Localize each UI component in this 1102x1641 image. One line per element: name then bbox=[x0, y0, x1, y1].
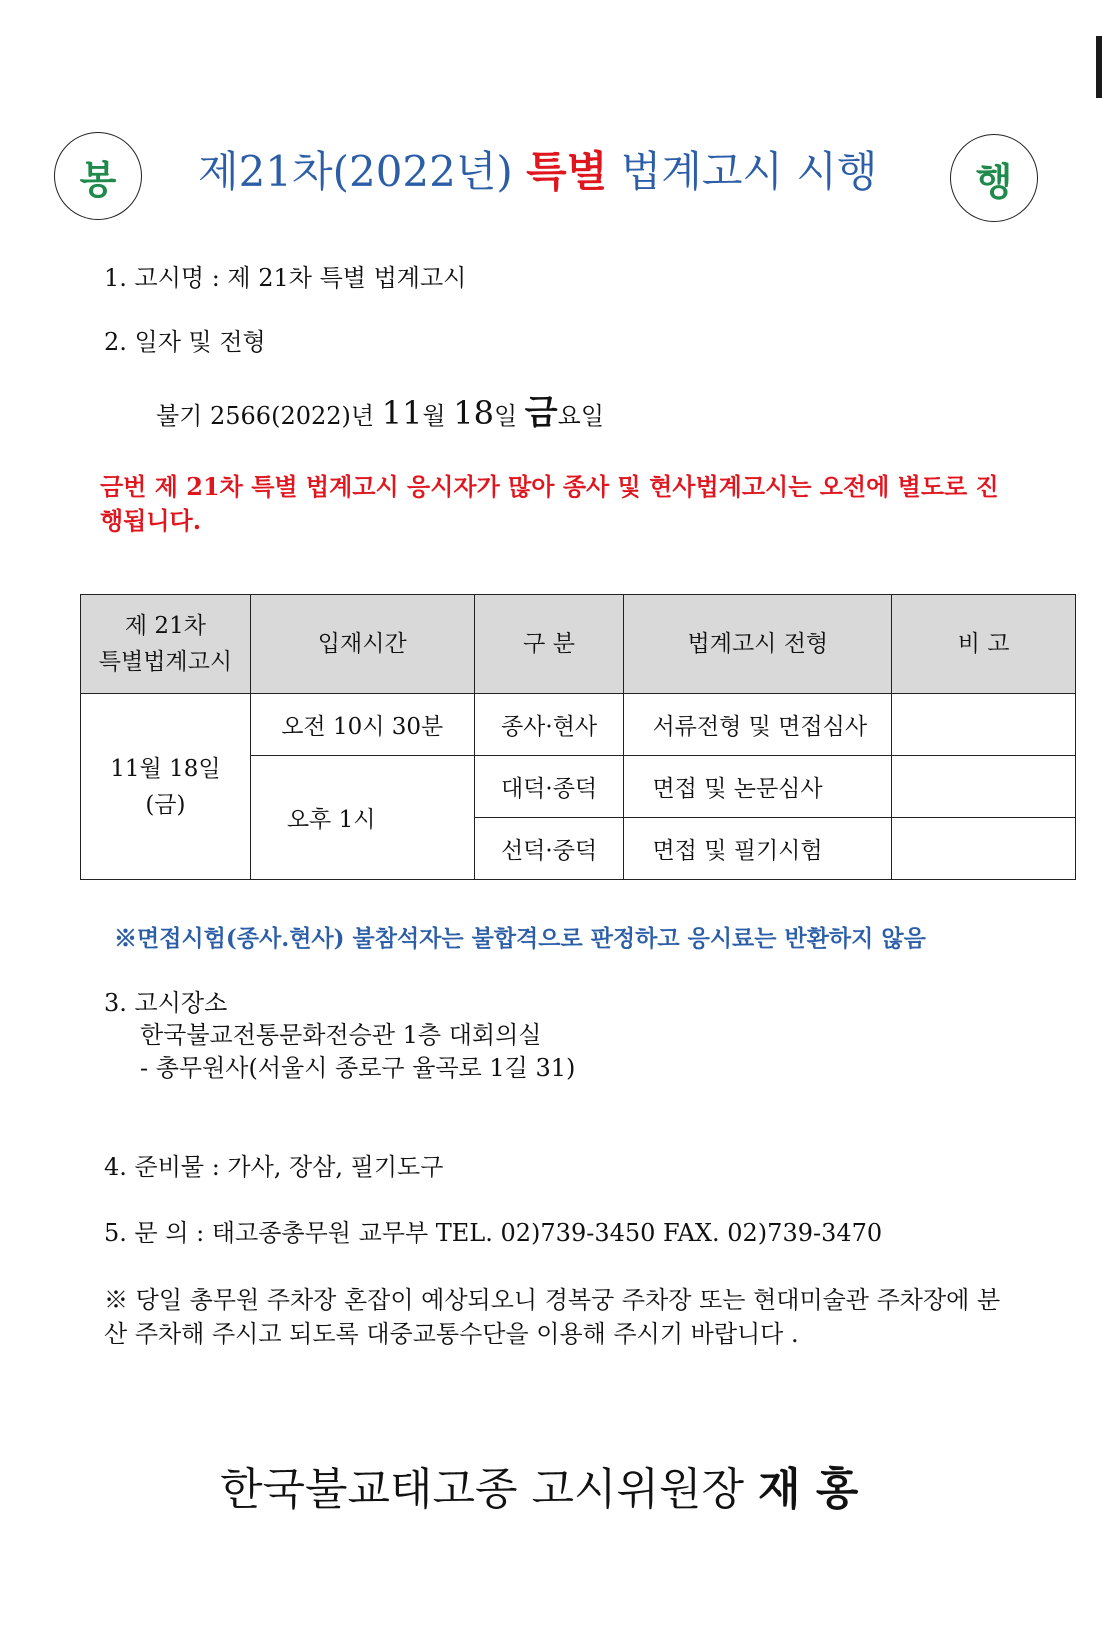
signature bbox=[220, 1462, 858, 1518]
header-cell-category: 구 분 bbox=[474, 595, 624, 694]
place-heading: 3. 고시장소 bbox=[104, 989, 228, 1017]
page-edge-mark bbox=[1096, 36, 1102, 98]
parking-warning: ※ 당일 총무원 주차장 혼잡이 예상되오니 경복궁 주차장 또는 현대미술관 주차장에 분산 주차해 주시고 되도록 대중교통수단을 이용해 주시기 바랍니다 . bbox=[104, 1286, 1001, 1348]
time-cell: 오후 1시 bbox=[250, 756, 474, 880]
notice-red: 금번 제 21차 특별 법계고시 응시자가 많아 종사 및 현사법계고시는 오전에 별도로 진행됩니다. bbox=[100, 472, 999, 535]
table-row bbox=[81, 694, 1076, 756]
header-exam-line1: 제 21차 bbox=[124, 613, 206, 639]
place-line2: - 총무원사(서울시 종로구 율곡로 1길 31) bbox=[140, 1054, 576, 1082]
schedule-table bbox=[80, 594, 1076, 880]
signature-org: 한국불교태고종 고시위원장 bbox=[220, 1464, 759, 1515]
date-cell bbox=[81, 694, 251, 880]
date-cell-line2: (금) bbox=[145, 791, 186, 818]
note-cell bbox=[892, 818, 1076, 880]
date-weekday-suffix: 요일 bbox=[557, 402, 605, 430]
place-line1: 한국불교전통문화전승관 1층 대회의실 bbox=[140, 1021, 542, 1049]
exam-cell: 면접 및 논문심사 bbox=[624, 756, 892, 818]
category-cell: 대덕·종덕 bbox=[474, 756, 624, 818]
item-date-value bbox=[156, 393, 605, 433]
circle-haeng bbox=[950, 134, 1038, 222]
circle-haeng-text: 행 bbox=[975, 158, 1013, 204]
category-cell: 종사·현사 bbox=[474, 694, 624, 756]
note-cell bbox=[892, 694, 1076, 756]
circle-bong-text: 봉 bbox=[79, 156, 117, 202]
header-cell-time: 입재시간 bbox=[250, 595, 474, 694]
header-exam-line2: 특별법계고시 bbox=[98, 649, 233, 675]
contact-info: 5. 문 의 : 태고종총무원 교무부 TEL. 02)739-3450 FAX. 02)739-3470 bbox=[104, 1219, 883, 1247]
exam-cell: 면접 및 필기시험 bbox=[624, 818, 892, 880]
date-cell-line1: 11월 18일 bbox=[110, 755, 221, 782]
header-cell-exam bbox=[81, 595, 251, 694]
header-cell-format: 법계고시 전형 bbox=[624, 595, 892, 694]
date-month-unit: 월 bbox=[422, 402, 454, 430]
signature-name: 재 홍 bbox=[758, 1464, 859, 1515]
footnote-interview: ※면접시험(종사.현사) 불참석자는 불합격으로 판정하고 응시료는 반환하지 않음 bbox=[114, 925, 926, 952]
title-part3: 법계고시 시행 bbox=[607, 147, 878, 196]
time-cell: 오전 10시 30분 bbox=[250, 694, 474, 756]
item-exam-name: 1. 고시명 : 제 21차 특별 법계고시 bbox=[104, 264, 467, 292]
date-day-unit: 일 bbox=[493, 402, 525, 430]
date-prefix: 불기 2566(2022)년 bbox=[156, 402, 382, 430]
date-day-num: 18 bbox=[453, 394, 494, 432]
header-cell-note: 비 고 bbox=[892, 595, 1076, 694]
page-title bbox=[198, 146, 898, 198]
title-part1: 제21차(2022년) bbox=[198, 147, 527, 196]
exam-cell: 서류전형 및 면접심사 bbox=[624, 694, 892, 756]
note-cell bbox=[892, 756, 1076, 818]
date-month-num: 11 bbox=[381, 394, 423, 432]
circle-bong bbox=[54, 132, 142, 220]
prep-items: 4. 준비물 : 가사, 장삼, 필기도구 bbox=[104, 1153, 444, 1181]
title-part2: 특별 bbox=[526, 147, 608, 196]
category-cell: 선덕·중덕 bbox=[474, 818, 624, 880]
table-header-row bbox=[81, 595, 1076, 694]
date-weekday: 금 bbox=[524, 393, 558, 433]
item-date-heading: 2. 일자 및 전형 bbox=[104, 328, 266, 356]
